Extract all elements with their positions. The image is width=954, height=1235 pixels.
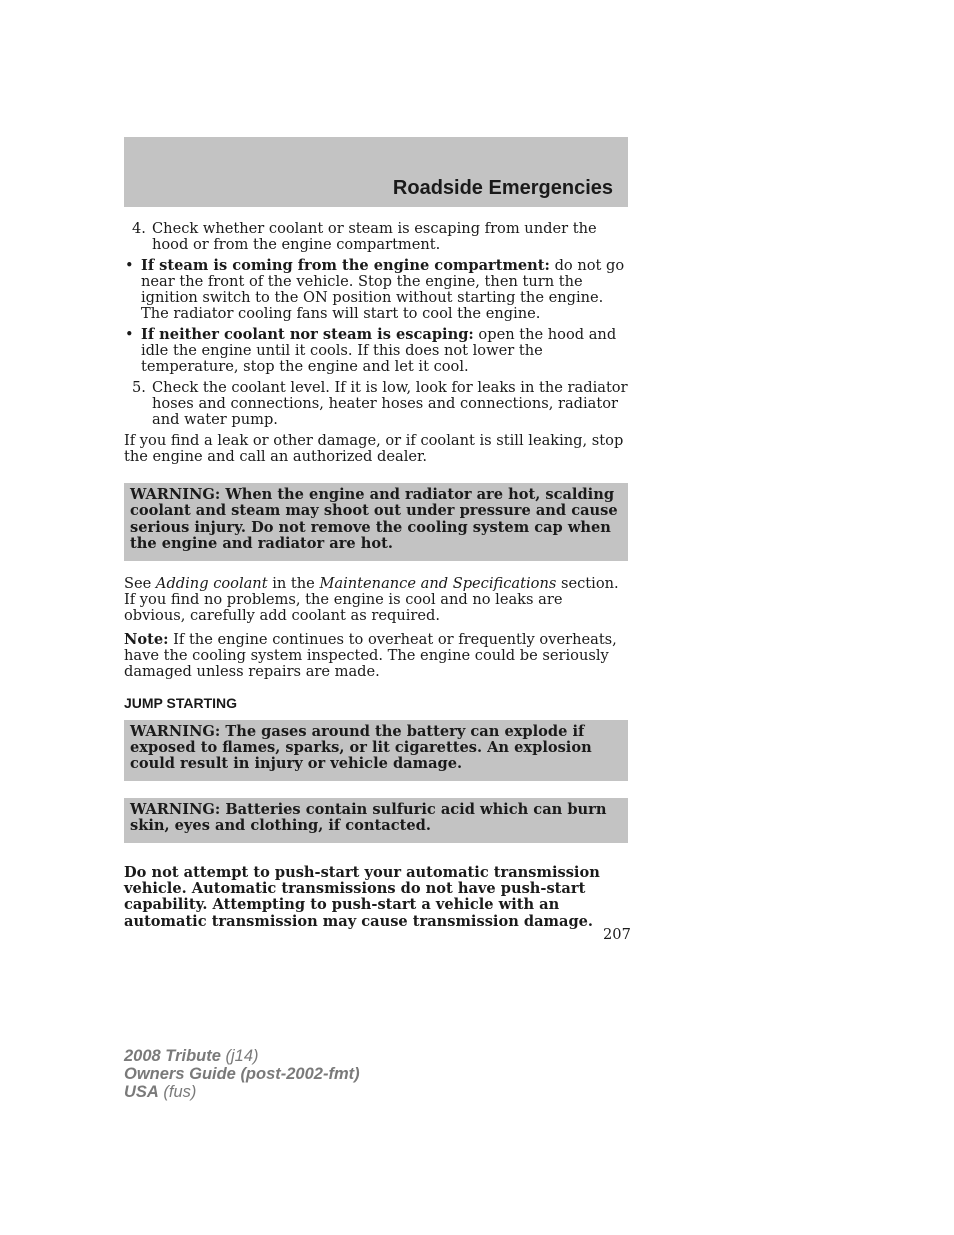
step-number: 5.	[132, 379, 146, 396]
note-label: Note:	[124, 630, 169, 648]
jump-starting-heading: JUMP STARTING	[124, 694, 238, 711]
link-adding-coolant: Adding coolant	[155, 574, 268, 592]
section-header-bar	[124, 137, 628, 207]
warning-sulfuric-acid: WARNING: Batteries contain sulfuric acid which can burn skin, eyes and clothing, if contacted.	[124, 798, 628, 843]
bullet-text: do not go near the front of the vehicle. Stop the engine, then turn the ignition switch to the ON position without starting the engine. The radiator cooling fans will start to cool the engine.	[141, 257, 625, 322]
document-footer	[124, 1047, 360, 1101]
bullet-dot: •	[125, 326, 134, 343]
footer-line-market: USA (fus)	[124, 1083, 197, 1101]
warning-battery-gases: WARNING: The gases around the battery can explode if exposed to flames, sparks, or lit cigarettes. An explosion could result in injury or vehicle damage.	[124, 720, 628, 781]
see-paragraph: See Adding coolant in the Maintenance and Specifications section. If you find no problems, the engine is cool and no leaks are obvious, carefully add coolant as required.	[124, 574, 619, 624]
step-text: Check the coolant level. If it is low, look for leaks in the radiator hoses and connections, heater hoses and connections, radiator and water pump.	[152, 379, 628, 428]
bullet-lead: If steam is coming from the engine compartment:	[141, 257, 550, 274]
push-start-paragraph: Do not attempt to push-start your automatic transmission vehicle. Automatic transmissions do not have push-start capability. Attempting to push-start a vehicle with an automatic transmission may cause transmission damage.	[124, 863, 600, 930]
step-5	[124, 380, 628, 428]
bullet-dot: •	[125, 257, 134, 274]
section-title: Roadside Emergencies	[392, 177, 613, 199]
note-paragraph: Note: If the engine continues to overheat or frequently overheats, have the cooling system inspected. The engine could be seriously damaged unless repairs are made.	[124, 630, 617, 680]
footer-line-model: 2008 Tribute (j14)	[124, 1047, 259, 1065]
warning-hot-radiator: WARNING: When the engine and radiator are hot, scalding coolant and steam may shoot out under pressure and cause serious injury. Do not remove the cooling system cap when the engine and radiator are hot.	[124, 483, 628, 561]
step-text: Check whether coolant or steam is escaping from under the hood or from the engine compartment.	[152, 220, 597, 253]
footer-line-guide: Owners Guide (post-2002-fmt)	[124, 1065, 360, 1083]
page-content	[124, 221, 628, 930]
bullet-lead: If neither coolant nor steam is escaping:	[141, 326, 474, 343]
link-maintenance-specs: Maintenance and Specifications	[319, 574, 557, 592]
bullet-no-steam	[124, 327, 628, 375]
bullet-text: open the hood and idle the engine until it cools. If this does not lower the temperature, stop the engine and let it cool.	[141, 326, 617, 375]
step-number: 4.	[132, 220, 146, 237]
leak-paragraph: If you find a leak or other damage, or if coolant is still leaking, stop the engine and call an authorized dealer.	[124, 432, 624, 465]
step-4	[124, 221, 628, 253]
bullet-steam	[124, 258, 628, 322]
page-number: 207	[603, 926, 631, 943]
